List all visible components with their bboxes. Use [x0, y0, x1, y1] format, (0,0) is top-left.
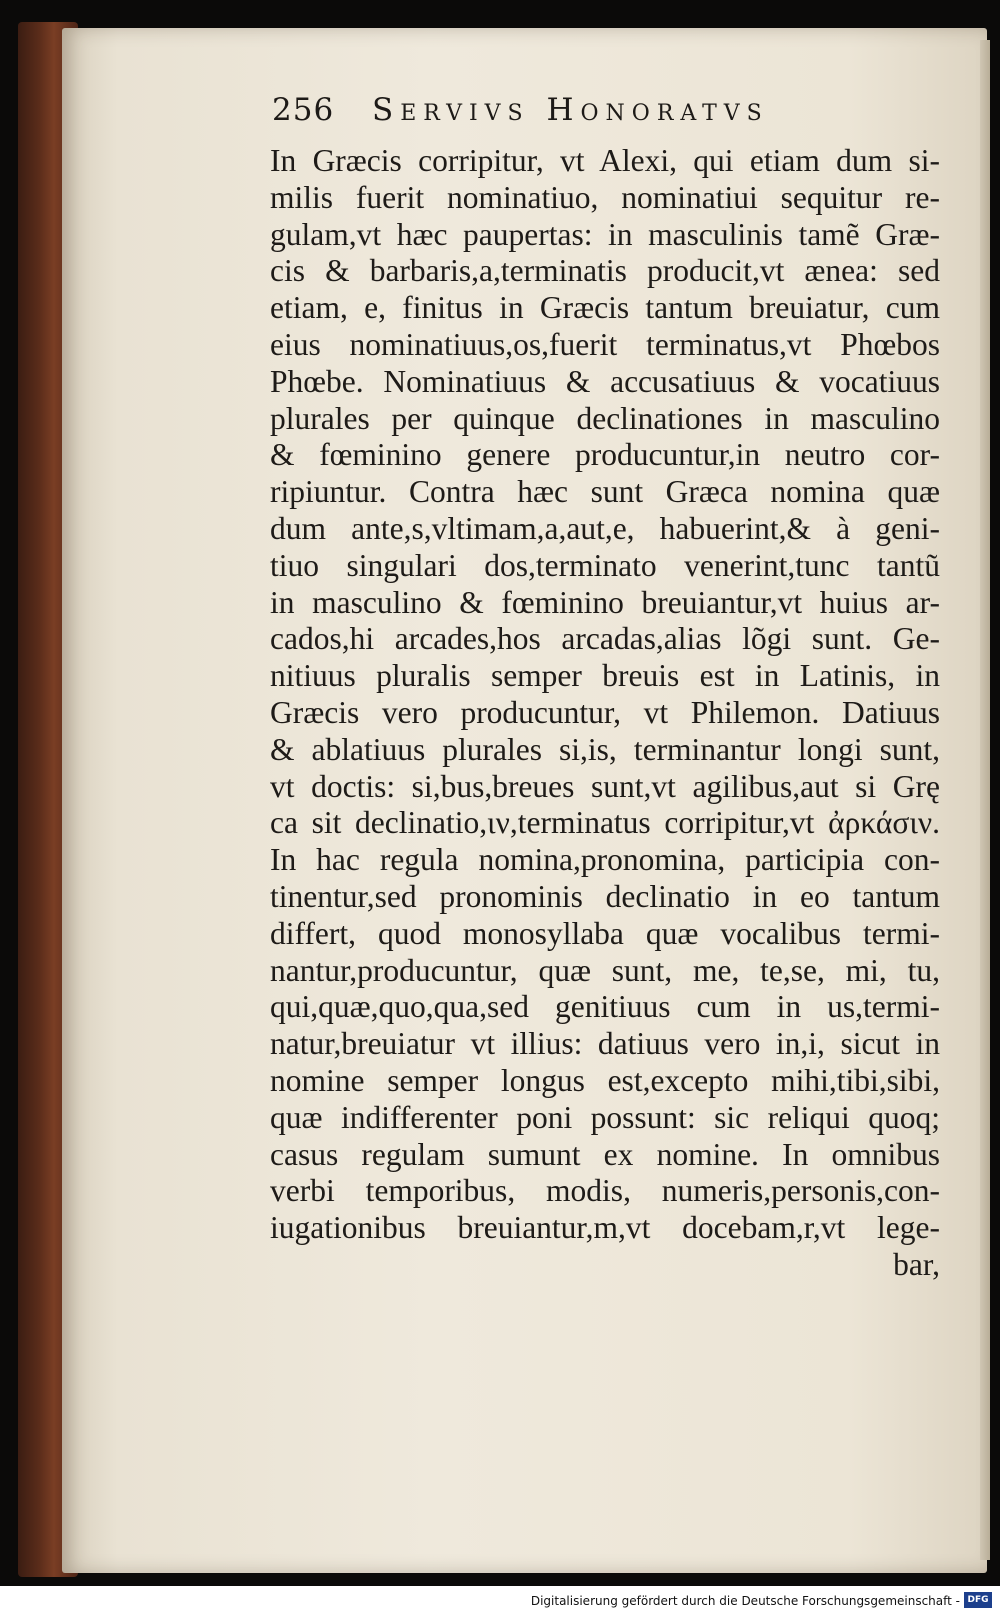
footer-bar [0, 1586, 1000, 1620]
text-line: ca sit declinatio,ιν,terminatus corripitur,vt ἀρκάσιν. [270, 805, 940, 841]
text-line: milis fuerit nominatiuo, nominatiui sequitur re- [270, 179, 940, 215]
text-line: dum ante,s,vltimam,a,aut,e, habuerint,& à geni- [270, 510, 940, 546]
text-line: ripiuntur. Contra hæc sunt Græca nomina quæ [270, 474, 940, 510]
text-line: qui,quæ,quo,qua,sed genitiuus cum in us,termi- [270, 989, 940, 1025]
text-line: tiuo singulari dos,terminato venerint,tunc tantũ [270, 547, 940, 583]
dfg-logo: DFG [964, 1592, 992, 1608]
text-line: plurales per quinque declinationes in masculino [270, 400, 940, 436]
text-line: nomine semper longus est,excepto mihi,tibi,sibi, [270, 1062, 940, 1098]
text-line: gulam,vt hæc paupertas: in masculinis tamẽ Græ- [270, 216, 940, 252]
text-line: Phœbe. Nominatiuus & accusatiuus & vocatiuus [270, 363, 940, 399]
text-line: vt doctis: si,bus,breues sunt,vt agilibus,aut si Grę [270, 768, 940, 804]
text-line: verbi temporibus, modis, numeris,personis,con- [270, 1173, 940, 1209]
text-line: etiam, e, finitus in Græcis tantum breuiatur, cum [270, 290, 940, 326]
text-line: natur,breuiatur vt illius: datiuus vero in,i, sicut in [270, 1026, 940, 1062]
text-line: Græcis vero producuntur, vt Philemon. Datiuus [270, 694, 940, 730]
text-line: In Græcis corripitur, vt Alexi, qui etiam dum si- [270, 143, 940, 178]
text-line: cados,hi arcades,hos arcadas,alias lõgi sunt. Ge- [270, 621, 940, 657]
running-title: Servivs Honoratvs [372, 92, 769, 128]
text-line: casus regulam sumunt ex nomine. In omnibus [270, 1136, 940, 1172]
text-line: eius nominatiuus,os,fuerit terminatus,vt Phœbos [270, 326, 940, 362]
text-line: quæ indifferenter poni possunt: sic reliqui quoq; [270, 1099, 940, 1135]
text-line: In hac regula nomina,pronomina, participia con- [270, 842, 940, 878]
catchword-line: bar, [893, 1246, 940, 1282]
digitization-note: Digitalisierung gefördert durch die Deutsche Forschungsgemeinschaft - [530, 1594, 960, 1608]
page-number: 256 [272, 92, 335, 128]
text-line: iugationibus breuiantur,m,vt docebam,r,vt lege- [270, 1210, 940, 1246]
text-line: & ablatiuus plurales si,is, terminantur longi sunt, [270, 731, 940, 767]
body-text [270, 143, 940, 1284]
text-line: in masculino & fœminino breuiantur,vt huius ar- [270, 584, 940, 620]
text-line: nitiuus pluralis semper breuis est in Latinis, in [270, 658, 940, 694]
page-header [272, 92, 872, 138]
text-line: & fœminino genere producuntur,in neutro cor- [270, 437, 940, 473]
text-line: cis & barbaris,a,terminatis producit,vt ænea: sed [270, 253, 940, 289]
page-stack-edge [980, 40, 990, 1560]
text-line: tinentur,sed pronominis declinatio in eo tantum [270, 878, 940, 914]
text-line: differt, quod monosyllaba quæ vocalibus termi- [270, 915, 940, 951]
text-line: nantur,producuntur, quæ sunt, me, te,se, mi, tu, [270, 952, 940, 988]
